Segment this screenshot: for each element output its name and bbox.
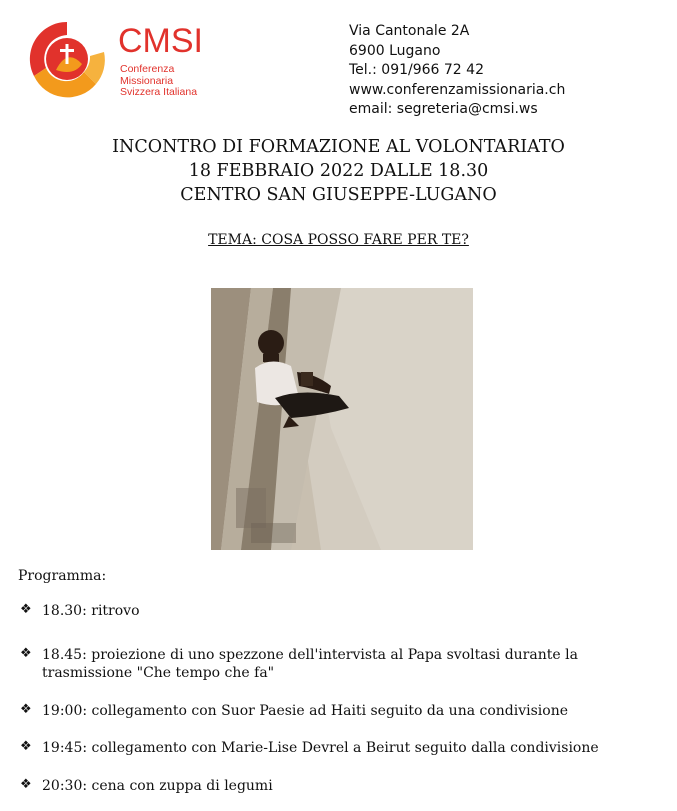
- logo-name: CMSI: [118, 22, 203, 60]
- contact-phone: Tel.: 091/966 72 42: [349, 62, 484, 78]
- logo-subtitle-line: Svizzera Italiana: [120, 86, 198, 98]
- program-item-text: 19:45: collegamento con Marie-Lise Devrel a Beirut seguito dalla condivisione: [42, 740, 599, 756]
- cmsi-logo: [26, 18, 226, 103]
- cmsi-logo-mark-icon: [26, 18, 108, 100]
- event-theme: TEMA: COSA POSSO FARE PER TE?: [208, 232, 469, 248]
- diamond-bullet-icon: ❖: [20, 777, 32, 792]
- program-item-text: 18.30: ritrovo: [42, 603, 140, 619]
- event-headline: [0, 135, 677, 207]
- program-item-text: 19:00: collegamento con Suor Paesie ad Haiti seguito da una condivisione: [42, 703, 569, 719]
- headline-location: CENTRO SAN GIUSEPPE-LUGANO: [180, 185, 497, 205]
- logo-subtitle-line: Conferenza: [120, 63, 175, 75]
- logo-subtitle-line: Missionaria: [120, 74, 174, 87]
- contact-block: [349, 22, 565, 120]
- logo-subtitle: [120, 64, 197, 99]
- program-item-text: 20:30: cena con zuppa di legumi: [42, 778, 273, 794]
- headline-title: INCONTRO DI FORMAZIONE AL VOLONTARIATO: [112, 137, 565, 157]
- diamond-bullet-icon: ❖: [20, 602, 32, 617]
- contact-city: 6900 Lugano: [349, 42, 441, 59]
- contact-email[interactable]: email: segreteria@cmsi.ws: [349, 101, 538, 117]
- diamond-bullet-icon: ❖: [20, 646, 32, 661]
- contact-address: Via Cantonale 2A: [349, 23, 470, 39]
- headline-date: 18 FEBBRAIO 2022 DALLE 18.30: [188, 161, 489, 181]
- program-label: Programma:: [18, 568, 107, 584]
- diamond-bullet-icon: ❖: [20, 739, 32, 754]
- contact-website[interactable]: www.conferenzamissionaria.ch: [349, 81, 566, 98]
- program-item-text: 18.45: proiezione di uno spezzone dell'intervista al Papa svoltasi durante la trasmissione "Che tempo che fa": [42, 647, 578, 681]
- diamond-bullet-icon: ❖: [20, 702, 32, 717]
- child-photo: [211, 288, 473, 550]
